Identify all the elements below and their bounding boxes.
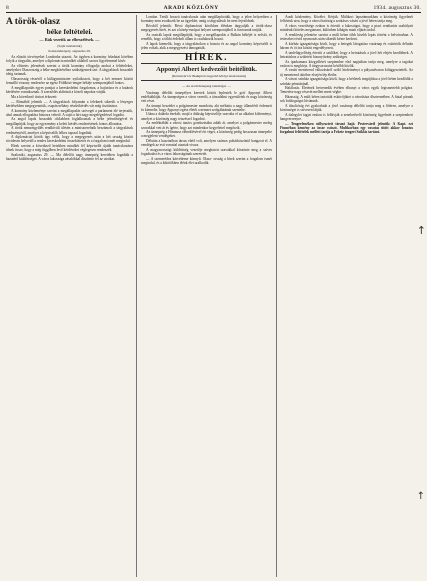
article-subhead: — Rák vezetik az elbeszélések. — [39, 37, 100, 42]
paragraph: Házasság. A múlt héten tartották esküvőjüket a városháza dísztermében. A fiatal párnak sok boldogságot kívánunk. [280, 95, 413, 104]
paragraph: Ma a következő távirat érkezett: [11, 94, 58, 99]
article-body [6, 55, 133, 161]
column-3 [280, 15, 413, 577]
margin-arrow-mark: ↑ [416, 224, 426, 237]
paragraph: Az ünnepi beszédet a polgármester mondotta, aki méltatta a nagy államférfi érdemeit és kiemelte, hogy Apponyi egész életét a nemzet szolgálatának szentelte. [141, 103, 272, 112]
column-divider [136, 15, 137, 577]
column-1 [6, 15, 133, 577]
paragraph: Az emléktáblát a városi tanács gondozásába adták át, amelyet a polgármester meleg szavakkal vett át és ígérte, hogy azt mindenkor kegyelettel megőrzik. [141, 121, 272, 130]
header-rule [6, 12, 421, 13]
paragraph: Aradi közlemény. Közélet. Kérjük. Múltkori lapszámunkban a közönség figyelmét felhívtuk arra, hogy a városi hatóság a szokásos vásárt a jövő héten tartja meg. [280, 15, 413, 24]
paragraph: A vasúti menetrend változásáról szóló hirdetményt a pályaudvaron kifüggesztették. Az új menetrend október elsején lép életbe. [280, 68, 413, 77]
paragraph: A dalegylet tagjai ezúton is felhívják a zenekedvelő közönség figyelmét a szeptemberi hangversenyre. [280, 112, 413, 122]
paragraph: A magyarországi küldöttség vezetője meghatott szavakkal köszönte meg a szíves fogadtatást és a város lakosságának szeretetét. [141, 148, 272, 157]
paragraph: A török nemzetgyűlés rendkívüli ülésén a miniszterelnök beszámolt a tárgyalások eredményéről, amelyet a képviselők lelkes tapssal fogadtak. [6, 126, 133, 135]
newspaper-title: ARADI KÖZLÖNY [163, 4, 219, 11]
paragraph: Az előzetes jelentések szerint a török kormány elfogadja azokat a feltételeket, amelyeket Olaszország a béke megkötéséhez szükségesnek tart. A tárgyalások hosszabb ideig tartanak. [6, 64, 133, 77]
bold-notice: — Tengerfenéken süllyesztett tárazó hajó. Pesterváról jelentik: A Kapt. ezt Fiuméban kemény az össze csúszó. Multkorban egy vasutas ütött akkor fonatos forgalmú feltételek mellett tartja a Fekete tengeri Sziklás tartású. [280, 121, 413, 135]
paragraph: A tűzoltóság évi gyakorlatát a jövő vasárnap délelőtt tartja meg a főtéren, amelyre a közönséget is szívesen látják. [280, 104, 413, 113]
paragraph: A rendőrség jelentése szerint a múlt héten több kisebb lopás történt a belvárosban. A tetteseket rövid nyomozás után sikerült kézre keríteni. [280, 32, 413, 41]
paragraph: A lapok kiemelik, hogy a tárgyalásokon a francia és az angol kormány képviselői is jelen voltak, akik a megegyezést támogatták. [141, 41, 272, 50]
column-2 [141, 15, 272, 577]
paragraph: — A szemerédea kárvédeme könnyű. Olasz- ország a hírek szerint a forgalom ismét megindul, és a kikötőkben élénk élet uralkodik. [141, 157, 272, 166]
paragraph: A diplomáciai körök úgy vélik, hogy a megegyezés után a két ország között rövidesen helyreáll a rendes kereskedelmi összeköttetés és a forgalom ismét megindul. [6, 135, 133, 144]
article-headline: A török-olasz [6, 17, 61, 27]
featured-article-header [141, 63, 272, 81]
paragraph: Hírek szerint a következő hetekben mindkét fél képviselői újabb tanácskozásra ülnek össze, hogy a még függőben levő kérdéseket véglegesen rendezzék. [6, 144, 133, 153]
paragraph: A kormány közleménye szerint a megállapodás szövegét a parlament elé terjesztik, ahol annak elfogadása biztosra vehető. A sajtó a hírt nagy megelégedéssel fogadta. [6, 108, 133, 117]
page-header [6, 3, 421, 12]
paragraph: A kórház igazgatósága közli, hogy a betegek látogatása vasárnap és csütörtök délután három és öt óra között engedélyezett. [280, 41, 413, 50]
paragraph: London. Terült hosszú tanácskozás után megállapították, hogy a jelen helyzetben a kormány nem avatkozik be az ügyekbe, amíg a tárgyalások be nem fejeződnek. [141, 15, 272, 24]
paragraph: A városi színház igazgatósága közli, hogy a bérletek megújítása a jövő héten kezdődik a színház pénztáránál. [280, 77, 413, 86]
section-title-hirek: HÍREK. [184, 53, 229, 64]
paragraph: A megállapodás egyes pontjai a kereskedelmi forgalomra, a hajózásra és a határok kérdésére vonatkoznak. A szerződés aláírását a közeli napokra várják. [6, 85, 133, 95]
paragraph: Az iparkamara közgyűlését szeptember első napjaiban tartja meg, amelyre a tagokat ezúton is meghívja. A tárgysorozatot később közlik. [280, 59, 413, 68]
paragraph: Délután a kaszinóban társas ebéd volt, amelyen számos pohárköszöntő hangzott el. A vendégek az esti vonattal utaztak vissza. [141, 139, 272, 148]
paragraph: A tanfelügyelőség értesíti a szülőket, hogy a beiratások a jövő hét elején kezdődnek. A beiratáshoz a születési bizonyítvány szükséges. [280, 50, 413, 59]
paragraph: Az osztrák lapok megállapítják, hogy a megállapodás a Balkán békéjét is erősíti, és remélik, hogy a többi érdekelt állam is csatlakozik hozzá. [141, 32, 272, 41]
featured-article-title: Apponyi Albert kedvezőit beitélitük. [156, 66, 257, 74]
featured-article-dateline: — Az aradi ünnepség tanulságai. — [182, 84, 231, 89]
article-headline-continued: béke feltételei. [46, 27, 93, 36]
paragraph: Vasárnap délelőtt ünnepélyes keretek között leplezték le gróf Apponyi Albert emléktábláját. Az ünnepségen a város vezetői, a társadalmi egyesületek és nagy közönség vett részt. [141, 90, 272, 103]
paragraph: — Rómából jelentik — A tárgyalások folyamán a feleknek sikerült a lényeges kérdésekben megegyezniük, csupán néhány részletkérdés vár még tisztázásra. [6, 99, 133, 108]
page-number: 8 [6, 4, 9, 11]
paragraph: Utána a dalárda énekelt, majd a diákság képviselője szavalta el az alkalmi költeményt, amelyet a közönség nagy tetszéssel fogadott. [141, 112, 272, 121]
margin-arrow-mark: ↑ [416, 491, 425, 502]
issue-date: 1934. augusztus 30. [373, 4, 421, 11]
paragraph: Szaloniki, augusztus 29. — Ma délelőtt nagy ünnepség keretében fogadták a hazatérő küldöttséget. A város lakossága zászlókkal díszítette fel az utcákat. [6, 153, 133, 162]
featured-article-note: (Kolozsvári és Budapesti nagyobb körégi tanácskozás) [171, 74, 247, 79]
column-divider [276, 15, 277, 577]
article-kicker: (Saját tudósítónk) [57, 43, 82, 48]
paragraph: Olaszország részéről a külügyminiszter nyilatkozott, hogy a két nemzet között fennálló viszony rendezése az egész Földközi-tenger békéje szempontjából fontos. [6, 77, 133, 86]
paragraph: Halálozás. Életének hetvenedik évében elhunyt a város egyik legismertebb polgára. Temetése nagy részvét mellett ment végbe. [280, 86, 413, 95]
paragraph: Bécsből jelentik: Bécsi diplomáciai körökben élénken tárgyalják a török-olasz megegyezés hírét, és azt a közép-európai helyzet szempontjából is fontosnak tartják. [141, 23, 272, 33]
paragraph: Az ünnepség a Himnusz eléneklésével ért véget, a közönség pedig hosszasan ünnepelte a megjelent vendégeket. [141, 130, 272, 139]
paragraph: Az angol lapok hosszabb cikkekben foglalkoznak a béke jelentőségével és megállapítják, hogy az egyezmény a keleti kérdés rendezésének fontos állomása. [6, 117, 133, 126]
paragraph: A város vezetősége ezúton is értesíti a lakosságot, hogy a piaci rendtartás szabályait mindenki köteles megtartani, különben kihágás miatt eljárás indul. [280, 23, 413, 33]
article-dateline: Konstantinápoly, augusztus 29. [48, 48, 91, 53]
paragraph: Az elüzött törvényeket Londonba utazott. Az ügyben a kormány feladatai körében folyik a tárgyalás, amelyet a diplomácia mindkét oldalról szoros figyelemmel kísér. [6, 55, 133, 64]
